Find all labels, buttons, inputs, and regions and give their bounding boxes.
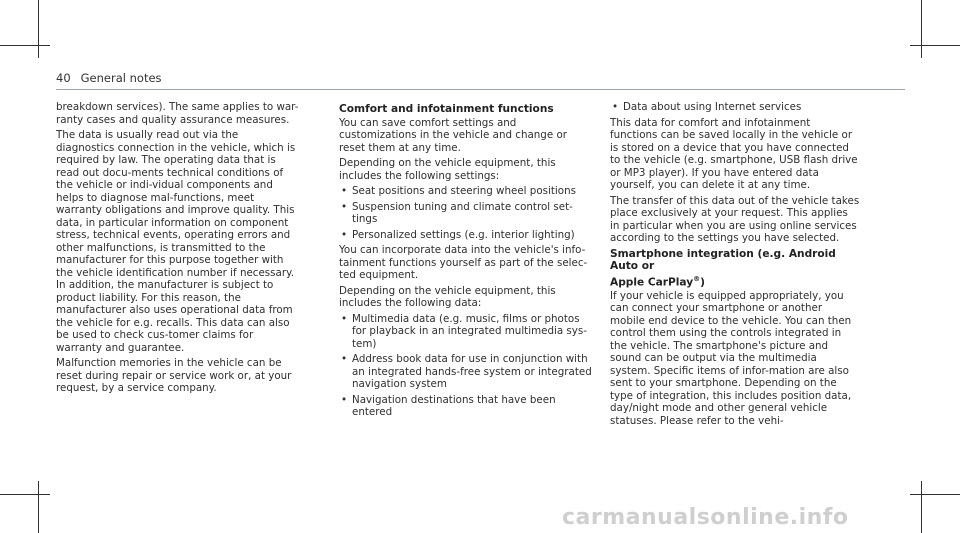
column-left	[56, 101, 299, 398]
list-item: • Multimedia data (e.g. music, films or photos for playback in an integrated multimedia sys-tem)	[339, 313, 594, 351]
list-item: • Data about using Internet services	[610, 101, 860, 114]
page-number: 40	[56, 71, 71, 85]
paragraph: breakdown services). The same applies to war-ranty cases and quality assurance measures.	[56, 101, 299, 126]
paragraph: This data for comfort and infotainment functions can be saved locally in the vehicle or is stored on a device that you have connected to the vehicle (e.g. smartphone, USB flash drive or MP3 player). If you have entered data yourself, you can delete it at any time.	[610, 116, 858, 191]
section-heading	[610, 248, 860, 289]
paragraph: Malfunction memories in the vehicle can be reset during repair or service work or, at your request, by a service company.	[56, 357, 292, 394]
watermark: carmanualsonline.info	[562, 505, 849, 530]
crop-mark	[38, 481, 39, 533]
paragraph: Depending on the vehicle equipment, this includes the following data:	[339, 284, 556, 309]
heading-close: )	[700, 276, 705, 289]
registered-mark: ®	[693, 274, 701, 283]
paragraph: Depending on the vehicle equipment, this includes the following settings:	[339, 157, 556, 182]
paragraph: The data is usually read out via the diagnostics connection in the vehicle, which is required by law. The operating data that is read out docu-ments technical conditions of the vehicle or indi-vidual components and helps to diagnose mal-functions, meet warranty obligations and improve quality. This data, in particular information on component stress, technical events, operating errors and other malfunctions, is transmitted to the manufacturer for this purpose together with the vehicle identification number if necessary. In addition, the manufacturer is subject to product liability. For this reason, the manufacturer also uses operational data from the vehicle for e.g. recalls. This data can also be used to check cus-tomer claims for warranty and guarantee.	[56, 129, 296, 354]
list-item: • Personalized settings (e.g. interior lighting)	[339, 229, 594, 242]
crop-mark	[921, 481, 922, 533]
list-item: • Suspension tuning and climate control set-tings	[339, 201, 594, 226]
column-right	[610, 101, 860, 430]
paragraph: You can incorporate data into the vehicle's info-tainment functions yourself as part of the selec-ted equipment.	[339, 244, 588, 281]
section-title: General notes	[80, 71, 162, 85]
list-item: • Seat positions and steering wheel positions	[339, 185, 594, 198]
bullet-list	[610, 101, 860, 114]
crop-mark	[910, 494, 960, 495]
paragraph: If your vehicle is equipped appropriately, you can connect your smartphone or another mobile end device to the vehicle. You can then control them using the controls integrated in the vehicle. The smartphone's picture and sound can be output via the multimedia system. Specific items of infor-mation are also sent to your smartphone. Depending on the type of integration, this includes position data, day/night mode and other general vehicle statuses. Please refer to the vehi-	[610, 289, 852, 427]
heading-line: Apple CarPlay	[610, 276, 694, 289]
crop-mark	[0, 45, 50, 46]
header-rule	[56, 89, 905, 90]
bullet-list	[339, 313, 594, 419]
crop-mark	[38, 0, 39, 58]
column-middle	[339, 101, 594, 422]
paragraph: The transfer of this data out of the vehicle takes place exclusively at your request. This applies in particular when you are using online services according to the settings you have selected.	[610, 194, 860, 244]
crop-mark	[0, 494, 50, 495]
paragraph: You can save comfort settings and customizations in the vehicle and change or reset them at any time.	[339, 116, 567, 154]
bullet-list	[339, 185, 594, 241]
list-item: • Address book data for use in conjunction with an integrated hands-free system or integrated navigation system	[339, 353, 594, 391]
page-header	[56, 71, 162, 85]
crop-mark	[921, 0, 922, 58]
list-item: • Navigation destinations that have been entered	[339, 394, 594, 419]
heading-line: Smartphone integration (e.g. Android Auto or	[610, 247, 836, 272]
crop-mark	[910, 45, 960, 46]
section-heading: Comfort and infotainment functions	[339, 103, 554, 115]
